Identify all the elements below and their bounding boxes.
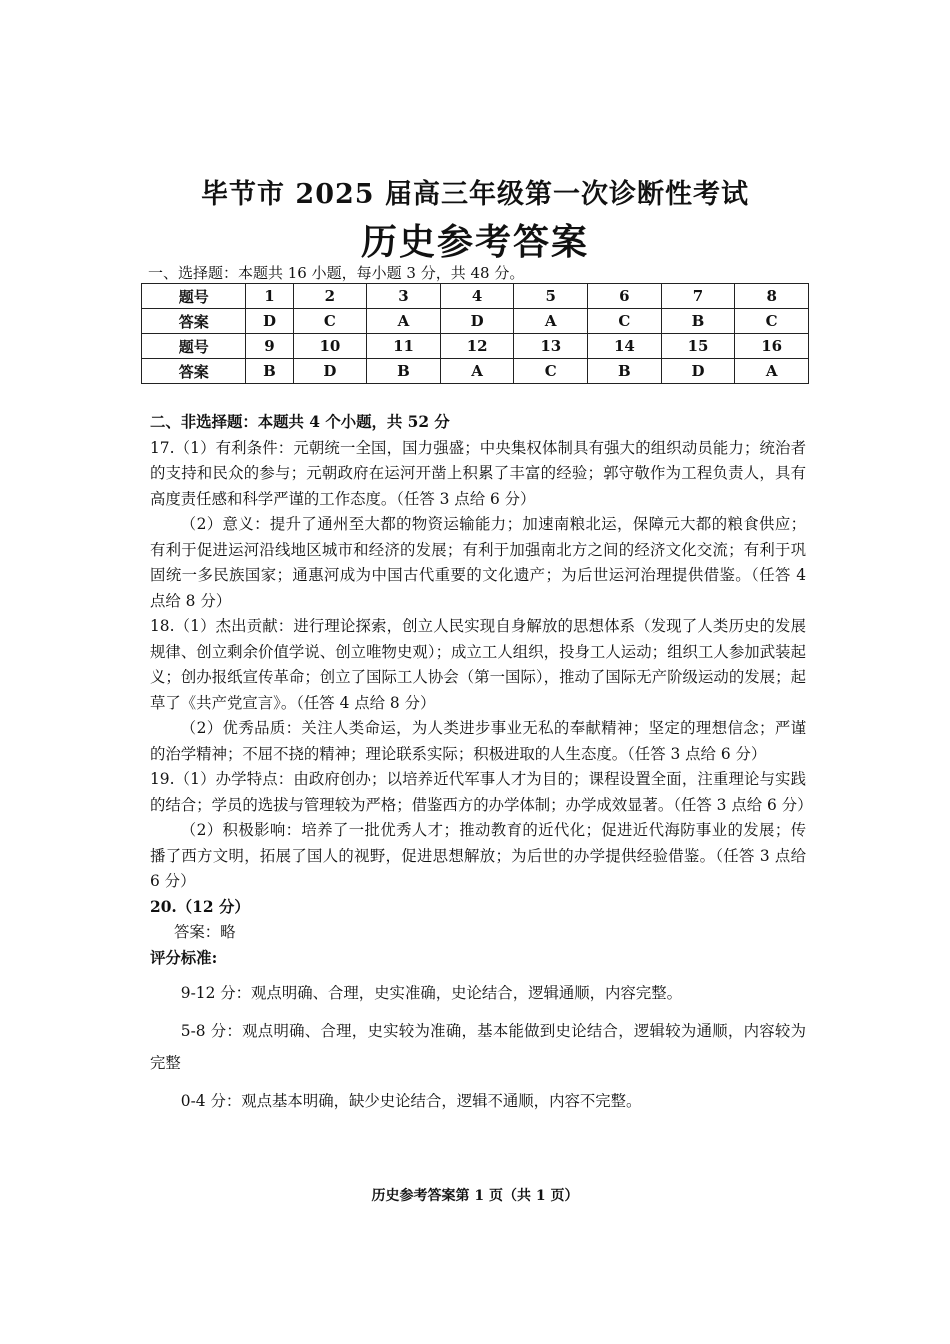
answer-cell: C <box>293 309 367 334</box>
answer-cell: B <box>246 359 293 384</box>
question-number: 15 <box>661 334 735 359</box>
answer-cell: C <box>588 309 662 334</box>
answer-cell: A <box>440 359 514 384</box>
q18-part2: （2）优秀品质：关注人类命运，为人类进步事业无私的奉献精神；坚定的理想信念；严谨的治学精神；不屈不挠的精神；理论联系实际；积极进取的人生态度。（任答 3 点给 6 分） <box>150 719 806 763</box>
question-number: 2 <box>293 284 367 309</box>
answer-cell: B <box>661 309 735 334</box>
page-title: 历史参考答案 <box>360 221 589 263</box>
answer-cell: C <box>735 309 809 334</box>
question-number: 6 <box>588 284 662 309</box>
answer-cell: D <box>246 309 293 334</box>
row-label: 题号 <box>142 284 246 309</box>
section2-body <box>150 410 813 1117</box>
question-number: 3 <box>367 284 441 309</box>
answer-table <box>141 283 809 384</box>
score-level-mid: 5-8 分：观点明确、合理，史实较为准确，基本能做到史论结合，逻辑较为通顺，内容较为完整 <box>150 1022 806 1072</box>
section2-heading: 二、非选择题：本题共 4 个小题，共 52 分 <box>150 413 450 431</box>
scoring-heading: 评分标准: <box>150 948 218 967</box>
answer-cell: D <box>440 309 514 334</box>
question-number: 9 <box>246 334 293 359</box>
question-number: 12 <box>440 334 514 359</box>
table-row <box>142 284 809 309</box>
question-number: 10 <box>293 334 367 359</box>
section1-heading: 一、选择题：本题共 16 小题，每小题 3 分，共 48 分。 <box>148 264 525 282</box>
q17-part1: 17.（1）有利条件：元朝统一全国，国力强盛；中央集权体制具有强大的组织动员能力；统治者的支持和民众的参与；元朝政府在运河开凿上积累了丰富的经验；郭守敬作为工程负责人，具有高度责任感和科学严谨的工作态度。（任答 3 点给 6 分） <box>150 438 806 508</box>
question-number: 8 <box>735 284 809 309</box>
question-number: 1 <box>246 284 293 309</box>
answer-cell: D <box>661 359 735 384</box>
exam-title: 毕节市 2025 届高三年级第一次诊断性考试 <box>201 179 749 210</box>
q18-part1: 18.（1）杰出贡献：进行理论探索，创立人民实现自身解放的思想体系（发现了人类历史的发展规律、创立剩余价值学说、创立唯物史观）；成立工人组织，投身工人运动；组织工人参加武装起义；创办报纸宣传革命；创立了国际工人协会（第一国际），推动了国际无产阶级运动的发展；起草了《共产党宣言》。（任答 4 点给 8 分） <box>150 617 806 712</box>
score-level-high: 9-12 分：观点明确、合理，史实准确，史论结合，逻辑通顺，内容完整。 <box>180 984 682 1002</box>
q19-part1: 19.（1）办学特点：由政府创办；以培养近代军事人才为目的；课程设置全面，注重理论与实践的结合；学员的选拔与管理较为严格；借鉴西方的办学体制；办学成效显著。（任答 3 点给 6 分） <box>150 770 813 814</box>
row-label: 答案 <box>142 309 246 334</box>
answer-cell: A <box>367 309 441 334</box>
q20-heading: 20.（12 分） <box>150 897 250 916</box>
answer-cell: C <box>514 359 588 384</box>
answer-cell: B <box>367 359 441 384</box>
page-footer: 历史参考答案第 1 页（共 1 页） <box>371 1188 579 1204</box>
table-row <box>142 359 809 384</box>
row-label: 题号 <box>142 334 246 359</box>
score-level-low: 0-4 分：观点基本明确，缺少史论结合，逻辑不通顺，内容不完整。 <box>180 1092 642 1110</box>
question-number: 16 <box>735 334 809 359</box>
question-number: 11 <box>367 334 441 359</box>
answer-cell: A <box>735 359 809 384</box>
question-number: 14 <box>588 334 662 359</box>
row-label: 答案 <box>142 359 246 384</box>
question-number: 7 <box>661 284 735 309</box>
q20-answer: 答案：略 <box>174 923 236 941</box>
table-row <box>142 309 809 334</box>
answer-cell: B <box>588 359 662 384</box>
question-number: 13 <box>514 334 588 359</box>
table-row <box>142 334 809 359</box>
answer-cell: A <box>514 309 588 334</box>
q19-part2: （2）积极影响：培养了一批优秀人才；推动教育的近代化；促进近代海防事业的发展；传播了西方文明，拓展了国人的视野，促进思想解放；为后世的办学提供经验借鉴。（任答 3 点给 6 分） <box>150 821 806 890</box>
question-number: 5 <box>514 284 588 309</box>
q17-part2: （2）意义：提升了通州至大都的物资运输能力；加速南粮北运，保障元大都的粮食供应；有利于促进运河沿线地区城市和经济的发展；有利于加强南北方之间的经济文化交流；有利于巩固统一多民族国家；通惠河成为中国古代重要的文化遗产；为后世运河治理提供借鉴。（任答 4 点给 8 分） <box>150 515 806 610</box>
question-number: 4 <box>440 284 514 309</box>
answer-cell: D <box>293 359 367 384</box>
